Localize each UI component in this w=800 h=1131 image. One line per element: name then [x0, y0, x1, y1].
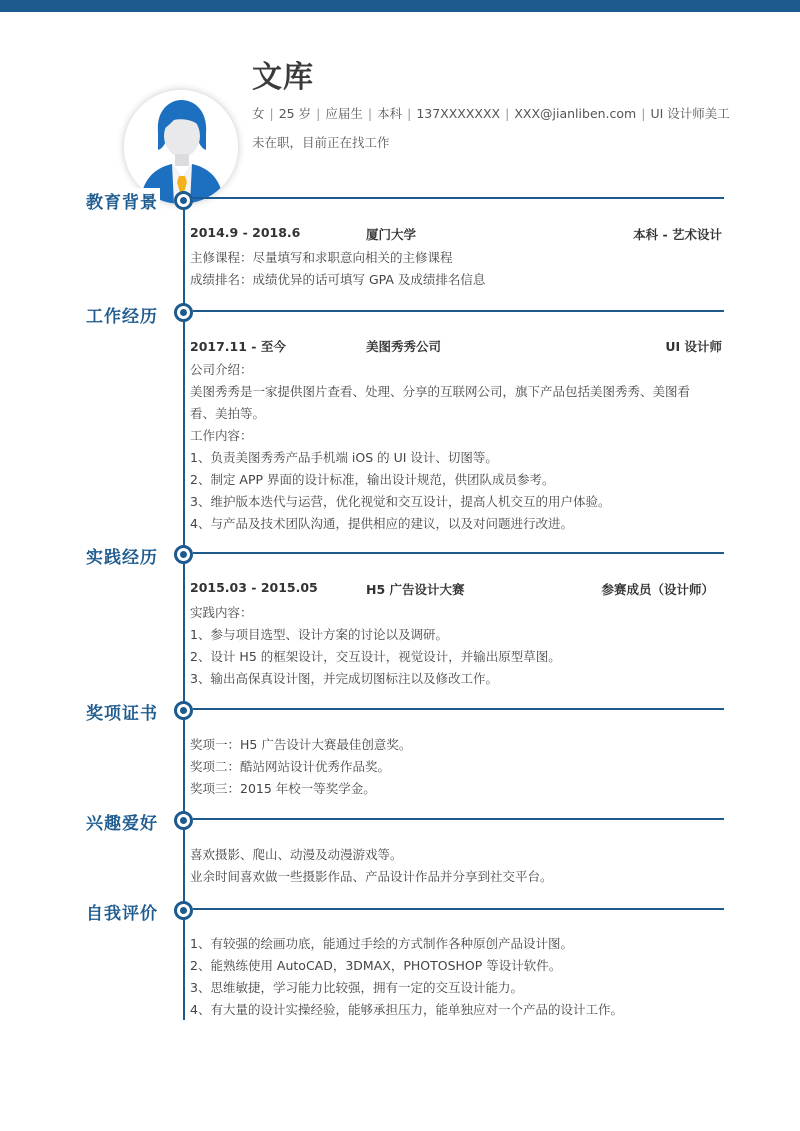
work-line: 4、与产品及技术团队沟通，提供相应的建议，以及对问题进行改进。	[190, 516, 573, 531]
degree-text: 本科	[377, 106, 403, 121]
timeline-dot-icon	[174, 545, 193, 564]
work-line: 公司介绍：	[190, 362, 253, 377]
job-status-text: 未在职，目前正在找工作	[252, 135, 390, 150]
work-company: 美图秀秀公司	[366, 339, 442, 354]
self-evaluation-line: 4、有大量的设计实操经验，能够承担压力，能单独应对一个产品的设计工作。	[190, 1002, 623, 1017]
timeline-dot-icon	[174, 811, 193, 830]
practice-line: 3、输出高保真设计图，并完成切图标注以及修改工作。	[190, 671, 498, 686]
section-title-awards: 奖项证书	[86, 699, 160, 724]
work-role: UI 设计师	[665, 339, 722, 354]
practice-line: 1、参与项目选型、设计方案的讨论以及调研。	[190, 627, 448, 642]
section-title-education: 教育背景	[86, 188, 160, 213]
candidate-name: 文库	[252, 60, 314, 95]
practice-line: 2、设计 H5 的框架设计，交互设计，视觉设计，并输出原型草图。	[190, 649, 561, 664]
graduate-status-text: 应届生	[325, 106, 363, 121]
info-separator: |	[407, 106, 412, 121]
top-accent-bar	[0, 0, 800, 12]
female-avatar-icon	[124, 90, 238, 204]
work-line: 美图秀秀是一家提供图片查看、处理、分享的互联网公司，旗下产品包括美图秀秀、美图看	[190, 384, 691, 399]
age-text: 25 岁	[278, 106, 312, 121]
work-line: 3、维护版本迭代与运营，优化视觉和交互设计，提高人机交互的用户体验。	[190, 494, 611, 509]
practice-date: 2015.03 - 2015.05	[190, 580, 318, 595]
education-line: 主修课程：尽量填写和求职意向相关的主修课程	[190, 250, 453, 265]
education-degree: 本科 - 艺术设计	[633, 227, 722, 242]
section-divider	[193, 552, 724, 554]
self-evaluation-line: 3、思维敏捷，学习能力比较强，拥有一定的交互设计能力。	[190, 980, 523, 995]
info-separator: |	[367, 106, 373, 121]
section-divider	[193, 310, 724, 312]
email-text: XXX@jianliben.com	[514, 106, 637, 121]
phone-text: 137XXXXXXX	[416, 106, 501, 121]
section-divider	[193, 197, 724, 199]
timeline-dot-icon	[174, 901, 193, 920]
work-line: 2、制定 APP 界面的设计标准，输出设计规范，供团队成员参考。	[190, 472, 555, 487]
info-separator: |	[316, 106, 321, 121]
timeline-dot-icon	[174, 191, 193, 210]
section-divider	[193, 708, 724, 710]
education-school: 厦门大学	[366, 227, 417, 242]
personal-info-line	[252, 104, 730, 122]
work-line: 工作内容：	[190, 428, 253, 443]
gender-text: 女	[252, 106, 265, 121]
award-line: 奖项三：2015 年校一等奖学金。	[190, 781, 376, 796]
self-evaluation-line: 2、能熟练使用 AutoCAD，3DMAX，PHOTOSHOP 等设计软件。	[190, 958, 562, 973]
work-line: 看、美拍等。	[190, 406, 266, 421]
info-separator: |	[269, 106, 274, 121]
award-line: 奖项一：H5 广告设计大赛最佳创意奖。	[190, 737, 412, 752]
section-title-self-evaluation: 自我评价	[86, 899, 160, 924]
hobby-line: 喜欢摄影、爬山、动漫及动漫游戏等。	[190, 847, 403, 862]
section-title-hobbies: 兴趣爱好	[86, 809, 160, 834]
timeline-dot-icon	[174, 701, 193, 720]
education-line: 成绩排名：成绩优异的话可填写 GPA 及成绩排名信息	[190, 272, 486, 287]
info-separator: |	[505, 106, 510, 121]
work-date: 2017.11 - 至今	[190, 339, 286, 354]
section-title-practice: 实践经历	[86, 543, 160, 568]
hobby-line: 业余时间喜欢做一些摄影作品、产品设计作品并分享到社交平台。	[190, 869, 553, 884]
practice-line: 实践内容：	[190, 605, 253, 620]
info-separator: |	[641, 106, 646, 121]
timeline-dot-icon	[174, 303, 193, 322]
section-title-work: 工作经历	[86, 302, 160, 327]
self-evaluation-line: 1、有较强的绘画功底，能通过手绘的方式制作各种原创产品设计图。	[190, 936, 573, 951]
section-divider	[193, 908, 724, 910]
section-divider	[193, 818, 724, 820]
award-line: 奖项二：酷站网站设计优秀作品奖。	[190, 759, 391, 774]
education-date: 2014.9 - 2018.6	[190, 225, 301, 240]
job-intention-text: UI 设计师美工	[650, 106, 730, 121]
practice-project: H5 广告设计大赛	[366, 582, 465, 597]
work-line: 1、负责美图秀秀产品手机端 iOS 的 UI 设计、切图等。	[190, 450, 498, 465]
practice-role: 参赛成员（设计师）	[601, 582, 714, 597]
